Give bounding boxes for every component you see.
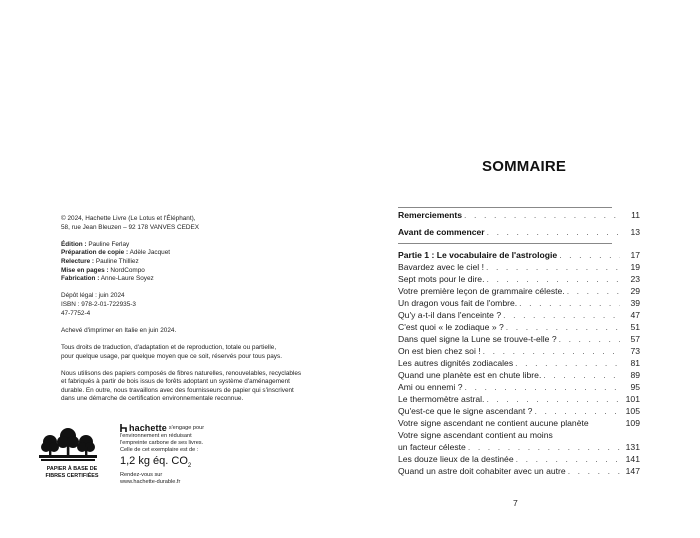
toc-entry[interactable]: Remerciements . . . 11 [398,210,640,221]
paper-line-4: dans une démarche de certification environnementale reconnue. [61,395,244,403]
toc-entry[interactable]: Qu'y a-t-il dans l'enceinte ? . . . 47 [398,310,640,321]
toc-entry[interactable]: Quand une planète est en chute libre. . . . 89 [398,370,640,381]
eco-url[interactable]: www.hachette-durable.fr [120,479,181,485]
edition-code: 47-7752-4 [61,309,91,317]
toc-entry[interactable]: C'est quoi « le zodiaque » ? . . . 51 [398,322,640,333]
printing-notice: Achevé d'imprimer en Italie en juin 2024. [61,326,177,334]
publisher-address: 58, rue Jean Bleuzen – 92 178 VANVES CEDEX [61,223,200,231]
depot-legal: Dépôt légal : juin 2024 [61,292,125,300]
toc-section-rule [398,243,612,244]
toc-entry[interactable]: On est bien chez soi ! . . . 73 [398,346,640,357]
hachette-logo-icon [120,424,127,432]
copyright: © 2024, Hachette Livre (Le Lotus et l'Éléphant), [61,215,196,222]
toc-entry[interactable]: Votre signe ascendant ne contient aucune planète 109 [398,418,640,428]
toc-entry[interactable]: Les autres dignités zodiacales . . . 81 [398,358,640,369]
toc-entry[interactable]: Partie 1 : Le vocabulaire de l'astrologie . . . 17 [398,250,640,261]
paper-line-3: durable. En outre, nous travaillons avec des fournisseurs de papier qui s'inscrivent [61,386,294,394]
eco-visit: Rendez-vous sur [120,471,163,478]
toc-entry[interactable]: Le thermomètre astral. . . . 101 [398,394,640,405]
trees-icon [38,425,98,465]
toc-entry[interactable]: Dans quel signe la Lune se trouve-t-elle ? . . . 57 [398,334,640,345]
toc-entry[interactable]: Qu'est-ce que le signe ascendant ? . . . 105 [398,406,640,417]
eco-caption-line-2: FIBRES CERTIFIÉES [45,472,99,479]
credit-mise-en-pages: Mise en pages : NordCompo [61,266,145,274]
eco-line-3: Celle de cet exemplaire est de : [120,447,199,454]
colophon [61,215,301,404]
page-title: SOMMAIRE [482,158,567,175]
eco-line-2: l'empreinte carbone de ses livres. [120,440,204,447]
credit-edition: Édition : Pauline Ferlay [61,240,130,248]
toc-entry[interactable]: Quand un astre doit cohabiter avec un autre . . . 147 [398,466,640,477]
credit-relecture: Relecture : Pauline Thilliez [61,257,139,265]
toc-entry[interactable]: Avant de commencer . . . 13 [398,227,640,238]
toc-entry[interactable]: Bavardez avec le ciel ! . . . 19 [398,262,640,273]
eco-caption-line-1: PAPIER À BASE DE [46,466,98,472]
page-number: 7 [513,498,518,508]
eco-line-1: l'environnement en réduisant [120,433,192,439]
hachette-brand: hachette [129,423,167,434]
credit-preparation: Préparation de copie : Adèle Jacquet [61,249,171,257]
toc-entry[interactable]: un facteur céleste . . . 131 [398,442,640,453]
isbn: ISBN : 978-2-01-722935-3 [61,300,136,308]
certified-fibers-logo [36,425,108,481]
toc-entry[interactable]: Un dragon vous fait de l'ombre. . . . 39 [398,298,640,309]
carbon-amount: 1,2 kg éq. $CO_2$ [120,454,192,469]
paper-line-2: et fabriqués à partir de bois issus de forêts adoptant un système d'aménagement [61,378,290,386]
carbon-footprint-notice [120,425,260,486]
toc-top-rule [398,207,612,208]
eco-engagement: s'engage pour [168,425,205,432]
paper-line-1: Nous utilisons des papiers composés de fibres naturelles, renouvelables, recyclables [61,369,302,377]
rights-line-1: Tous droits de traduction, d'adaptation et de reproduction, totale ou partielle, [61,343,277,351]
eco-label [36,425,276,485]
toc-entry[interactable]: Ami ou ennemi ? . . . 95 [398,382,640,393]
toc-entry[interactable]: Votre première leçon de grammaire céleste. . . . 29 [398,286,640,297]
credit-fabrication: Fabrication : Anne-Laure Soyez [61,275,154,283]
rights-line-2: pour quelque usage, par quelque moyen que ce soit, réservés pour tous pays. [61,352,282,360]
toc-entry[interactable]: Les douze lieux de la destinée . . . 141 [398,454,640,465]
toc-entry[interactable]: Sept mots pour le dire. . . . 23 [398,274,640,285]
toc-entry[interactable]: Votre signe ascendant contient au moins [398,430,553,440]
